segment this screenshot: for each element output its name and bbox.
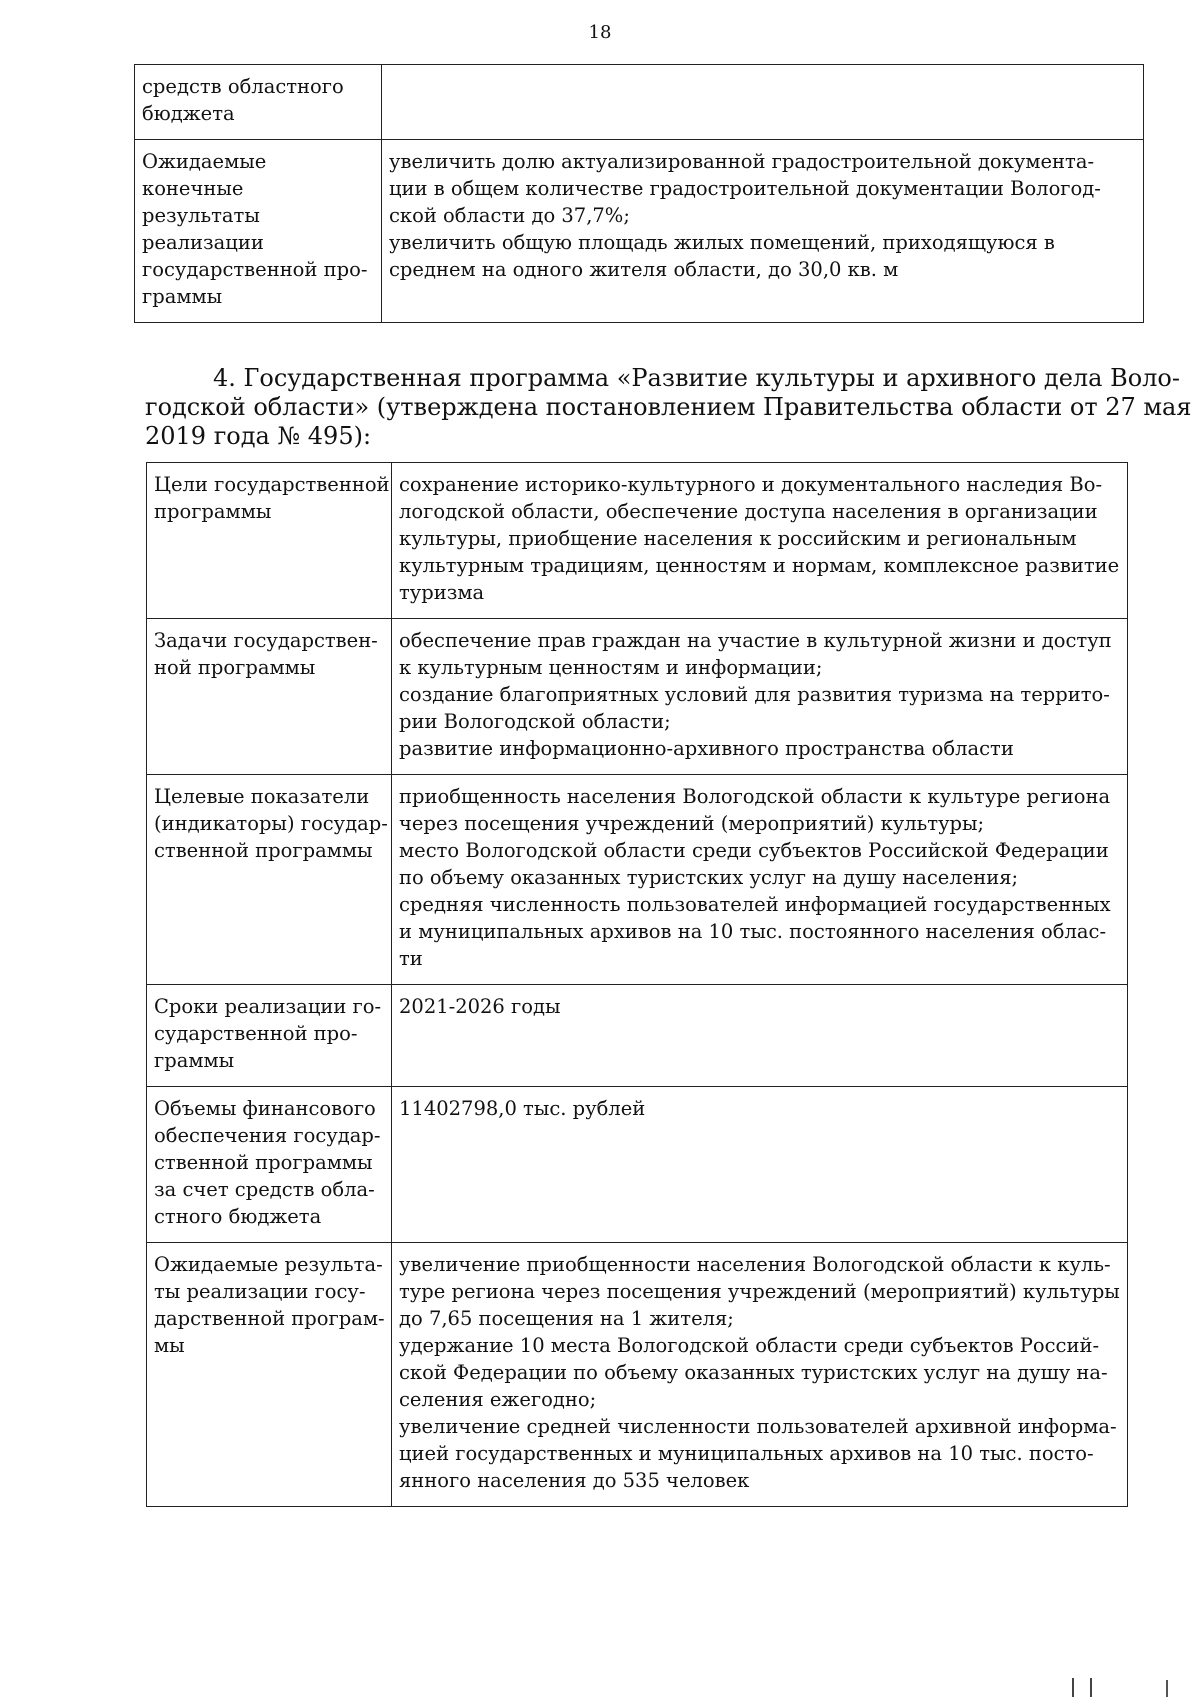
row-value-line: по объему оказанных туристских услуг на душу населения; xyxy=(399,866,1019,889)
scan-artifact-line xyxy=(1166,1680,1168,1697)
row-value-line: увеличение приобщенности населения Вологодской области к куль- xyxy=(399,1253,1111,1276)
row-value-line: рии Вологодской области; xyxy=(399,710,671,733)
row-value-cell xyxy=(382,140,1144,323)
row-label-line: результаты xyxy=(142,204,260,227)
row-value-cell xyxy=(392,1087,1128,1243)
row-label-line: бюджета xyxy=(142,102,235,125)
table-row xyxy=(147,619,1128,775)
row-label-line: сударственной про- xyxy=(154,1022,358,1045)
row-label-line: Задачи государствен- xyxy=(154,629,378,652)
row-value-cell xyxy=(392,985,1128,1087)
row-label-line: ты реализации госу- xyxy=(154,1280,366,1303)
row-label-cell xyxy=(147,775,392,985)
table-row xyxy=(147,463,1128,619)
table-row xyxy=(147,1087,1128,1243)
row-label-line: ственной программы xyxy=(154,839,373,862)
row-value-line: культуры, приобщение населения к российским и региональным xyxy=(399,527,1077,550)
scan-artifact-mark xyxy=(1072,1678,1092,1697)
row-label-line: Целевые показатели xyxy=(154,785,370,808)
row-value-cell xyxy=(392,775,1128,985)
row-label-cell xyxy=(135,140,382,323)
row-label-line: стного бюджета xyxy=(154,1205,322,1228)
row-label-cell xyxy=(147,463,392,619)
row-label-line: Цели государственной xyxy=(154,473,390,496)
row-value-line: развитие информационно-архивного пространства области xyxy=(399,737,1014,760)
row-value-cell xyxy=(392,619,1128,775)
row-value-line: ции в общем количестве градостроительной документации Вологод- xyxy=(389,177,1101,200)
row-value-line: 11402798,0 тыс. рублей xyxy=(399,1097,646,1120)
row-value-line: логодской области, обеспечение доступа населения в организации xyxy=(399,500,1098,523)
row-value-cell xyxy=(382,65,1144,140)
table-row xyxy=(135,65,1144,140)
row-value-line: увеличить общую площадь жилых помещений, приходящуюся в xyxy=(389,231,1055,254)
row-label-line: ственной программы xyxy=(154,1151,373,1174)
row-label-line: конечные xyxy=(142,177,244,200)
row-label-line: Ожидаемые xyxy=(142,150,267,173)
table-row xyxy=(147,985,1128,1087)
row-label-line: граммы xyxy=(154,1049,235,1072)
row-value-line: ти xyxy=(399,947,423,970)
section-heading-line: 4. Государственная программа «Развитие культуры и архивного дела Воло- xyxy=(213,364,1180,392)
row-label-line: дарственной програм- xyxy=(154,1307,385,1330)
row-value-line: удержание 10 места Вологодской области среди субъектов Россий- xyxy=(399,1334,1100,1357)
row-value-line: приобщенность населения Вологодской области к культуре региона xyxy=(399,785,1111,808)
row-value-line: ской Федерации по объему оказанных туристских услуг на душу на- xyxy=(399,1361,1108,1384)
section-heading-line: 2019 года № 495): xyxy=(145,422,372,450)
row-label-cell xyxy=(147,1243,392,1507)
row-value-line: селения ежегодно; xyxy=(399,1388,597,1411)
program-passport-table xyxy=(146,462,1128,1507)
row-value-line: создание благоприятных условий для развития туризма на террито- xyxy=(399,683,1110,706)
row-value-line: туре региона через посещения учреждений (мероприятий) культуры xyxy=(399,1280,1120,1303)
row-label-line: мы xyxy=(154,1334,185,1357)
program-table-continued xyxy=(134,64,1144,323)
table-row xyxy=(135,140,1144,323)
table-row xyxy=(147,775,1128,985)
row-label-line: Сроки реализации го- xyxy=(154,995,382,1018)
section-heading xyxy=(145,364,1192,451)
row-label-line: Объемы финансового xyxy=(154,1097,376,1120)
row-label-cell xyxy=(147,985,392,1087)
row-label-cell xyxy=(135,65,382,140)
row-value-line: место Вологодской области среди субъектов Российской Федерации xyxy=(399,839,1109,862)
table-row xyxy=(147,1243,1128,1507)
row-value-cell xyxy=(392,1243,1128,1507)
row-value-line: через посещения учреждений (мероприятий) культуры; xyxy=(399,812,985,835)
row-value-line: ской области до 37,7%; xyxy=(389,204,630,227)
row-label-line: за счет средств обла- xyxy=(154,1178,375,1201)
row-label-line: реализации xyxy=(142,231,264,254)
row-value-cell xyxy=(392,463,1128,619)
row-label-line: ной программы xyxy=(154,656,316,679)
row-value-line: и муниципальных архивов на 10 тыс. постоянного населения облас- xyxy=(399,920,1107,943)
row-label-cell xyxy=(147,619,392,775)
row-value-line: сохранение историко-культурного и документального наследия Во- xyxy=(399,473,1103,496)
section-heading-line: годской области» (утверждена постановлением Правительства области от 27 мая xyxy=(145,393,1192,421)
row-value-line: культурным традициям, ценностям и нормам, комплексное развитие xyxy=(399,554,1120,577)
row-label-line: Ожидаемые результа- xyxy=(154,1253,383,1276)
row-value-line: янного населения до 535 человек xyxy=(399,1469,750,1492)
row-value-line: увеличить долю актуализированной градостроительной документа- xyxy=(389,150,1095,173)
page-number: 18 xyxy=(588,22,612,43)
row-label-line: (индикаторы) государ- xyxy=(154,812,388,835)
row-label-line: граммы xyxy=(142,285,223,308)
row-value-line: к культурным ценностям и информации; xyxy=(399,656,823,679)
row-value-line: обеспечение прав граждан на участие в культурной жизни и доступ xyxy=(399,629,1112,652)
row-value-line: до 7,65 посещения на 1 жителя; xyxy=(399,1307,734,1330)
row-label-line: обеспечения государ- xyxy=(154,1124,381,1147)
row-value-line: цией государственных и муниципальных архивов на 10 тыс. посто- xyxy=(399,1442,1094,1465)
row-value-line: туризма xyxy=(399,581,485,604)
row-label-cell xyxy=(147,1087,392,1243)
row-value-line: увеличение средней численности пользователей архивной информа- xyxy=(399,1415,1117,1438)
row-value-line: среднем на одного жителя области, до 30,0 кв. м xyxy=(389,258,899,281)
row-label-line: средств областного xyxy=(142,75,344,98)
row-label-line: государственной про- xyxy=(142,258,368,281)
row-value-line: 2021-2026 годы xyxy=(399,995,561,1018)
row-value-line: средняя численность пользователей информацией государственных xyxy=(399,893,1111,916)
row-label-line: программы xyxy=(154,500,272,523)
